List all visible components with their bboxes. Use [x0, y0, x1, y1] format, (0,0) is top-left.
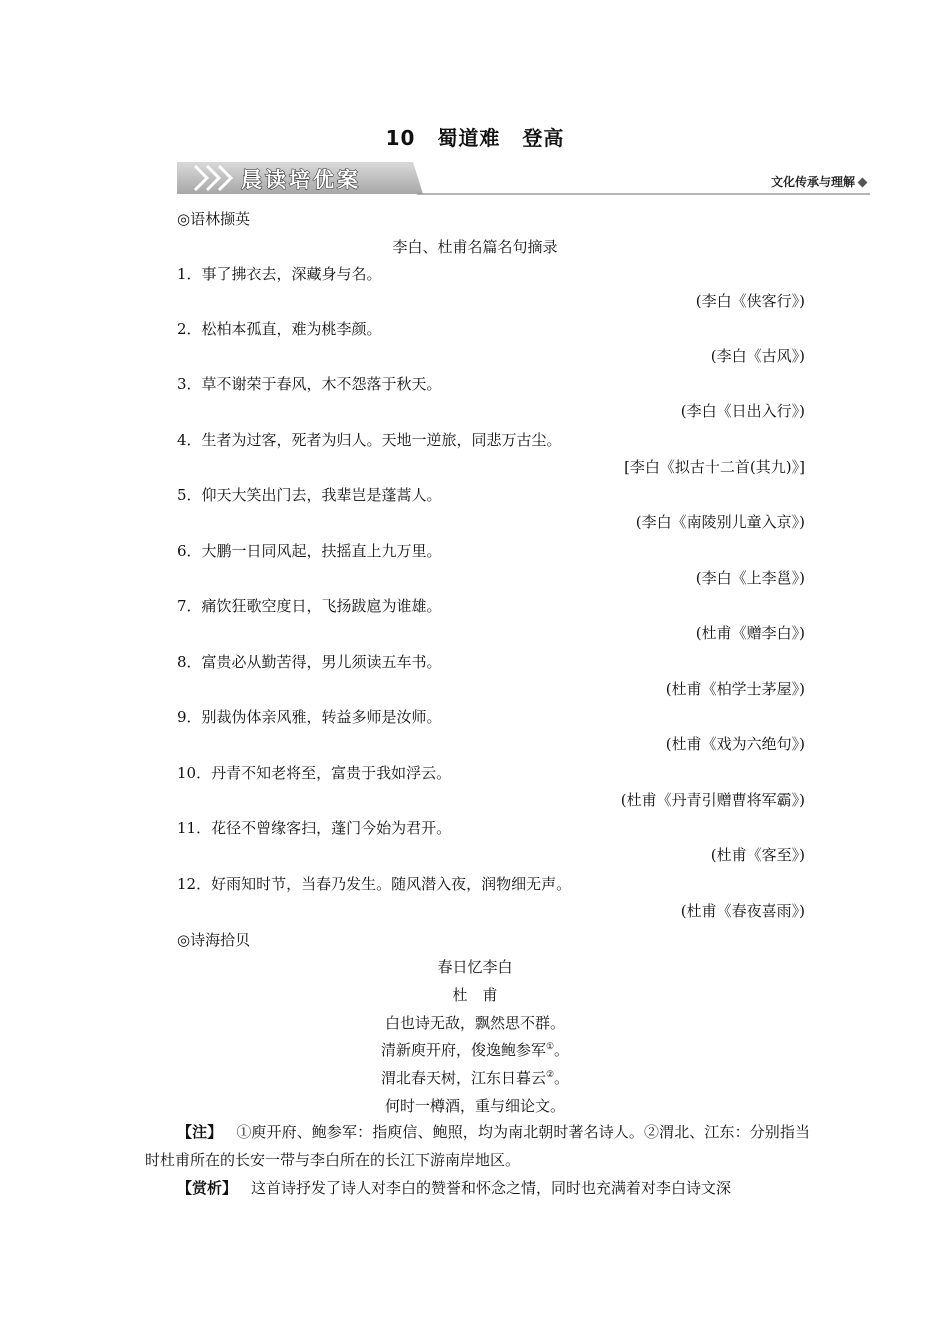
banner-tag: 文化传承与理解 [771, 173, 866, 190]
note-text: ①庾开府、鲍参军：指庾信、鲍照，均为南北朝时著名诗人。②渭北、江东：分别指当时杜甫所在的长安一带与李白所在的长江下游南岸地区。 [145, 1123, 810, 1169]
poem-line: 清新庾开府，俊逸鲍参军①。 [380, 1041, 570, 1059]
poem-line: 渭北春天树，江东日暮云②。 [380, 1069, 570, 1087]
quote-item: 3．草不谢荣于春风，木不怨落于秋天。 [177, 375, 442, 393]
quote-source: [李白《拟古十二首(其九)》] [624, 458, 805, 476]
section-heading-1: ◎语林撷英 [177, 210, 251, 228]
quote-source: (李白《日出入行》) [680, 402, 805, 420]
quote-item: 10．丹青不知老将至，富贵于我如浮云。 [177, 764, 452, 782]
section-heading-2: ◎诗海拾贝 [177, 931, 251, 949]
quote-item: 2．松柏本孤直，难为桃李颜。 [177, 320, 382, 338]
appreciation-text: 这首诗抒发了诗人对李白的赞誉和怀念之情，同时也充满着对李白诗文深 [251, 1179, 732, 1197]
quote-item: 4．生者为过客，死者为归人。天地一逆旅，同悲万古尘。 [177, 431, 562, 449]
quote-source: (李白《古风》) [710, 347, 805, 365]
diamond-icon [858, 178, 868, 188]
title-part-1: 蜀道难 [437, 126, 501, 150]
title-part-2: 登高 [522, 126, 565, 150]
poem-line: 何时一樽酒，重与细论文。 [384, 1097, 565, 1115]
quote-source: (李白《侠客行》) [695, 292, 805, 310]
quote-source: (杜甫《戏为六绝句》) [665, 735, 805, 753]
quote-item: 9．别裁伪体亲风雅，转益多师是汝师。 [177, 708, 442, 726]
banner-label: 晨读培优案 [241, 168, 361, 192]
page-title [0, 122, 950, 151]
quote-source: (杜甫《春夜喜雨》) [680, 902, 805, 920]
quote-source: (杜甫《丹青引赠曹将军霸》) [620, 791, 805, 809]
quote-item: 8．富贵必从勤苦得，男儿须读五车书。 [177, 653, 442, 671]
poem-title: 春日忆李白 [437, 958, 513, 976]
quote-item: 12．好雨知时节，当春乃发生。随风潜入夜，润物细无声。 [177, 875, 572, 893]
quote-item: 5．仰天大笑出门去，我辈岂是蓬蒿人。 [177, 486, 442, 504]
quote-source: (李白《南陵别儿童入京》) [635, 513, 805, 531]
quote-item: 1．事了拂衣去，深藏身与名。 [177, 265, 382, 283]
quote-source: (杜甫《柏学士茅屋》) [665, 680, 805, 698]
note-label: 【注】 [177, 1123, 223, 1141]
section-subtitle: 李白、杜甫名篇名句摘录 [392, 238, 558, 256]
poem-appreciation [145, 1174, 810, 1202]
poem-author: 杜 甫 [452, 986, 498, 1004]
section-banner [177, 160, 870, 196]
quote-source: (杜甫《赠李白》) [695, 624, 805, 642]
lesson-number: 10 [385, 126, 416, 150]
appreciation-label: 【赏析】 [177, 1179, 238, 1197]
quote-item: 6．大鹏一日同风起，扶摇直上九万里。 [177, 542, 442, 560]
footnote-mark: ② [545, 1070, 555, 1080]
quote-source: (李白《上李邕》) [695, 569, 805, 587]
poem-line: 白也诗无敌，飘然思不群。 [384, 1014, 565, 1032]
footnote-mark: ① [545, 1042, 555, 1052]
poem-notes [145, 1118, 810, 1174]
quote-source: (杜甫《客至》) [710, 846, 805, 864]
quote-item: 11．花径不曾缘客扫，蓬门今始为君开。 [177, 819, 452, 837]
quote-item: 7．痛饮狂歌空度日，飞扬跋扈为谁雄。 [177, 597, 442, 615]
